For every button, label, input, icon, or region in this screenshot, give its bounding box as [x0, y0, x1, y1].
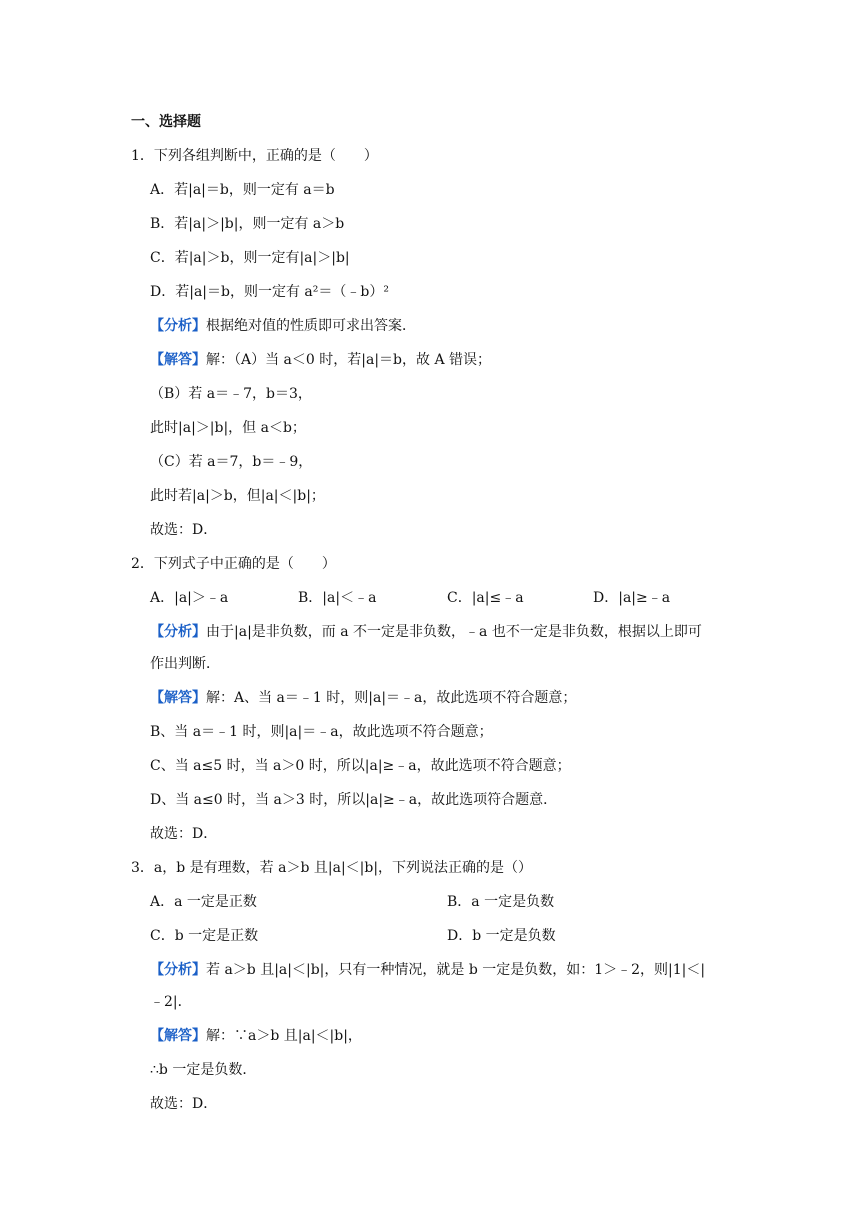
question-3-analysis	[150, 960, 705, 980]
question-2-answer	[150, 688, 576, 708]
question-1-analysis	[150, 316, 416, 336]
analysis-text: 根据绝对值的性质即可求出答案．	[206, 318, 416, 334]
analysis-text: 作出判断．	[150, 656, 220, 672]
answer-line: C、当 a≤5 时，当 a＞0 时，所以|a|≥﹣a，故此选项不符合题意；	[150, 758, 571, 774]
answer-line: 解：A、当 a＝﹣1 时，则|a|＝﹣a，故此选项不符合题意；	[206, 690, 577, 706]
analysis-tag: 【分析】	[150, 962, 206, 978]
analysis-text: 由于|a|是非负数，而 a 不一定是非负数，﹣a 也不一定是非负数，根据以上即可	[206, 624, 702, 640]
answer-line: 解：（A）当 a＜0 时，若|a|＝b，故 A 错误；	[206, 352, 492, 368]
answer-line: D、当 a≤0 时，当 a＞3 时，所以|a|≥﹣a，故此选项符合题意．	[150, 792, 558, 808]
question-1-answer	[150, 350, 491, 370]
answer-line: 故选：D．	[150, 826, 218, 842]
answer-line: B、当 a＝﹣1 时，则|a|＝﹣a，故此选项不符合题意；	[150, 724, 493, 740]
question-1-option-c: C．若|a|＞b，则一定有|a|＞|b|	[150, 250, 350, 266]
question-3-option-b: B．a 一定是负数	[447, 894, 555, 910]
question-3-answer	[150, 1026, 362, 1046]
question-1-option-a: A．若|a|＝b，则一定有 a＝b	[150, 182, 335, 198]
answer-tag: 【解答】	[150, 1028, 206, 1044]
answer-line: （B）若 a＝﹣7，b＝3，	[150, 386, 312, 402]
answer-line: 此时若|a|＞b，但|a|＜|b|；	[150, 488, 325, 504]
answer-line: 故选：D．	[150, 1096, 218, 1112]
question-2-analysis	[150, 622, 702, 642]
analysis-text: ﹣2|．	[150, 994, 192, 1010]
question-1-option-d: D．若|a|＝b，则一定有 a²＝（﹣b）²	[150, 284, 389, 300]
answer-line: （C）若 a＝7，b＝﹣9，	[150, 454, 313, 470]
question-2-stem: 2．下列式子中正确的是（ ）	[131, 556, 336, 572]
answer-line: 解：∵a＞b 且|a|＜|b|，	[206, 1028, 362, 1044]
question-3-stem: 3．a，b 是有理数，若 a＞b 且|a|＜|b|，下列说法正确的是（）	[131, 860, 533, 876]
section-title: 一、选择题	[131, 114, 201, 130]
analysis-text: 若 a＞b 且|a|＜|b|，只有一种情况，就是 b 一定是负数，如：1＞﹣2，则|1|＜|	[206, 962, 706, 978]
answer-line: ∴b 一定是负数．	[150, 1062, 257, 1078]
question-2-option-b: B．|a|＜﹣a	[298, 590, 377, 606]
question-3-option-d: D．b 一定是负数	[447, 928, 556, 944]
question-3-option-a: A．a 一定是正数	[150, 894, 257, 910]
question-2-option-d: D．|a|≥﹣a	[593, 590, 671, 606]
question-3-option-c: C．b 一定是正数	[150, 928, 259, 944]
analysis-tag: 【分析】	[150, 318, 206, 334]
answer-tag: 【解答】	[150, 690, 206, 706]
analysis-tag: 【分析】	[150, 624, 206, 640]
answer-line: 此时|a|＞|b|，但 a＜b；	[150, 420, 306, 436]
question-1-stem: 1．下列各组判断中，正确的是（ ）	[131, 148, 378, 164]
answer-line: 故选：D．	[150, 522, 218, 538]
answer-tag: 【解答】	[150, 352, 206, 368]
question-2-option-a: A．|a|＞﹣a	[150, 590, 229, 606]
question-1-option-b: B．若|a|＞|b|，则一定有 a＞b	[150, 216, 345, 232]
question-2-option-c: C．|a|≤﹣a	[447, 590, 524, 606]
